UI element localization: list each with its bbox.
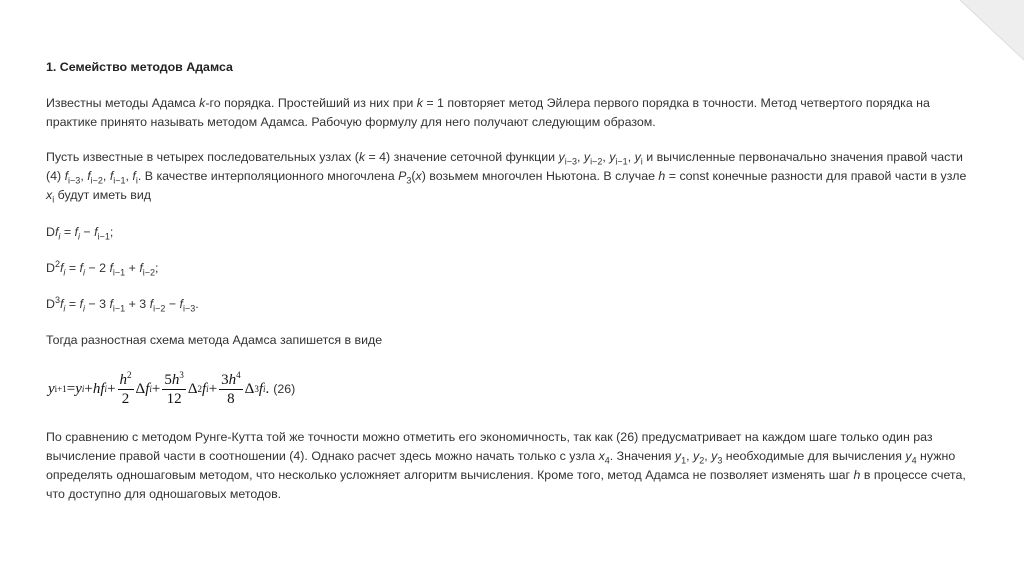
paragraph-conditions: Пусть известные в четырех последовательных узлах (k = 4) значение сеточной функции $y_{i-3}$, $y_{i-2}$, $y_{i-1}$, $y_i$ и вычисленные первоначально значения правой части (4) $f_{i-3}$, $f_{i-2}$, $f_{i-1}$, $f_i$. В качестве интерполяционного многочлена $P_3(x)$ возьмем многочлен Ньютона. В случае h = const конечные разности для правой части в узле $x_i$ будут иметь вид	[46, 150, 967, 205]
fraction-5h3-over-12: $\frac{5h^3}{12}$	[164, 369, 184, 407]
third-difference: $D^3f_i = f_i - 3$ $f_{i-1} + 3$ $f_{i-2} - f_{i-3}$.	[46, 294, 199, 314]
slide-content	[46, 58, 976, 504]
paragraph-conclusion: По сравнению с методом Рунге-Кутта той же точности можно отметить его экономичность, так как (26) предусматривает на каждом шаге только один раз вычисление правой части в соотношении (4). Однако расчет здесь можно начать только с узла $x_4$. Значения $y_1$, $y_2$, $y_3$ необходимые для вычисления $y_4$ нужно определять одношаговым методом, что несколько усложняет алгоритм вычисления. Кроме того, метод Адамса не позволяет изменять шаг h в процессе счета, что доступно для одношаговых методов.	[46, 430, 966, 501]
equation-number: (26)	[273, 381, 296, 396]
paragraph-intro: Известны методы Адамса k-го порядка. Простейший из них при k = 1 повторяет метод Эйлера первого порядка в точности. Метод четвертого порядка на практике принято называть методом Адамса. Рабочую формулу для него получают следующим образом.	[46, 96, 930, 129]
section-title: 1. Семейство методов Адамса	[46, 60, 233, 74]
adams-formula: y i+1 = y i + h f i + $\frac{h^2}{2}$ Δ f i + $\frac{5h^3}{12}$ Δ 2 f i + $\frac{3h^4}{8}$ Δ 3 f i . (26)	[48, 369, 296, 407]
fraction-h2-over-2: $\frac{h^2}{2}$	[119, 369, 132, 407]
first-difference: $Df_i = f_i - f_{i-1}$;	[46, 225, 114, 242]
fraction-3h4-over-8: $\frac{3h^4}{8}$	[221, 369, 241, 407]
second-difference: $D^2f_i = f_i - 2$ $f_{i-1} + f_{i-2}$;	[46, 258, 159, 278]
scheme-intro: Тогда разностная схема метода Адамса запишется в виде	[46, 333, 383, 347]
